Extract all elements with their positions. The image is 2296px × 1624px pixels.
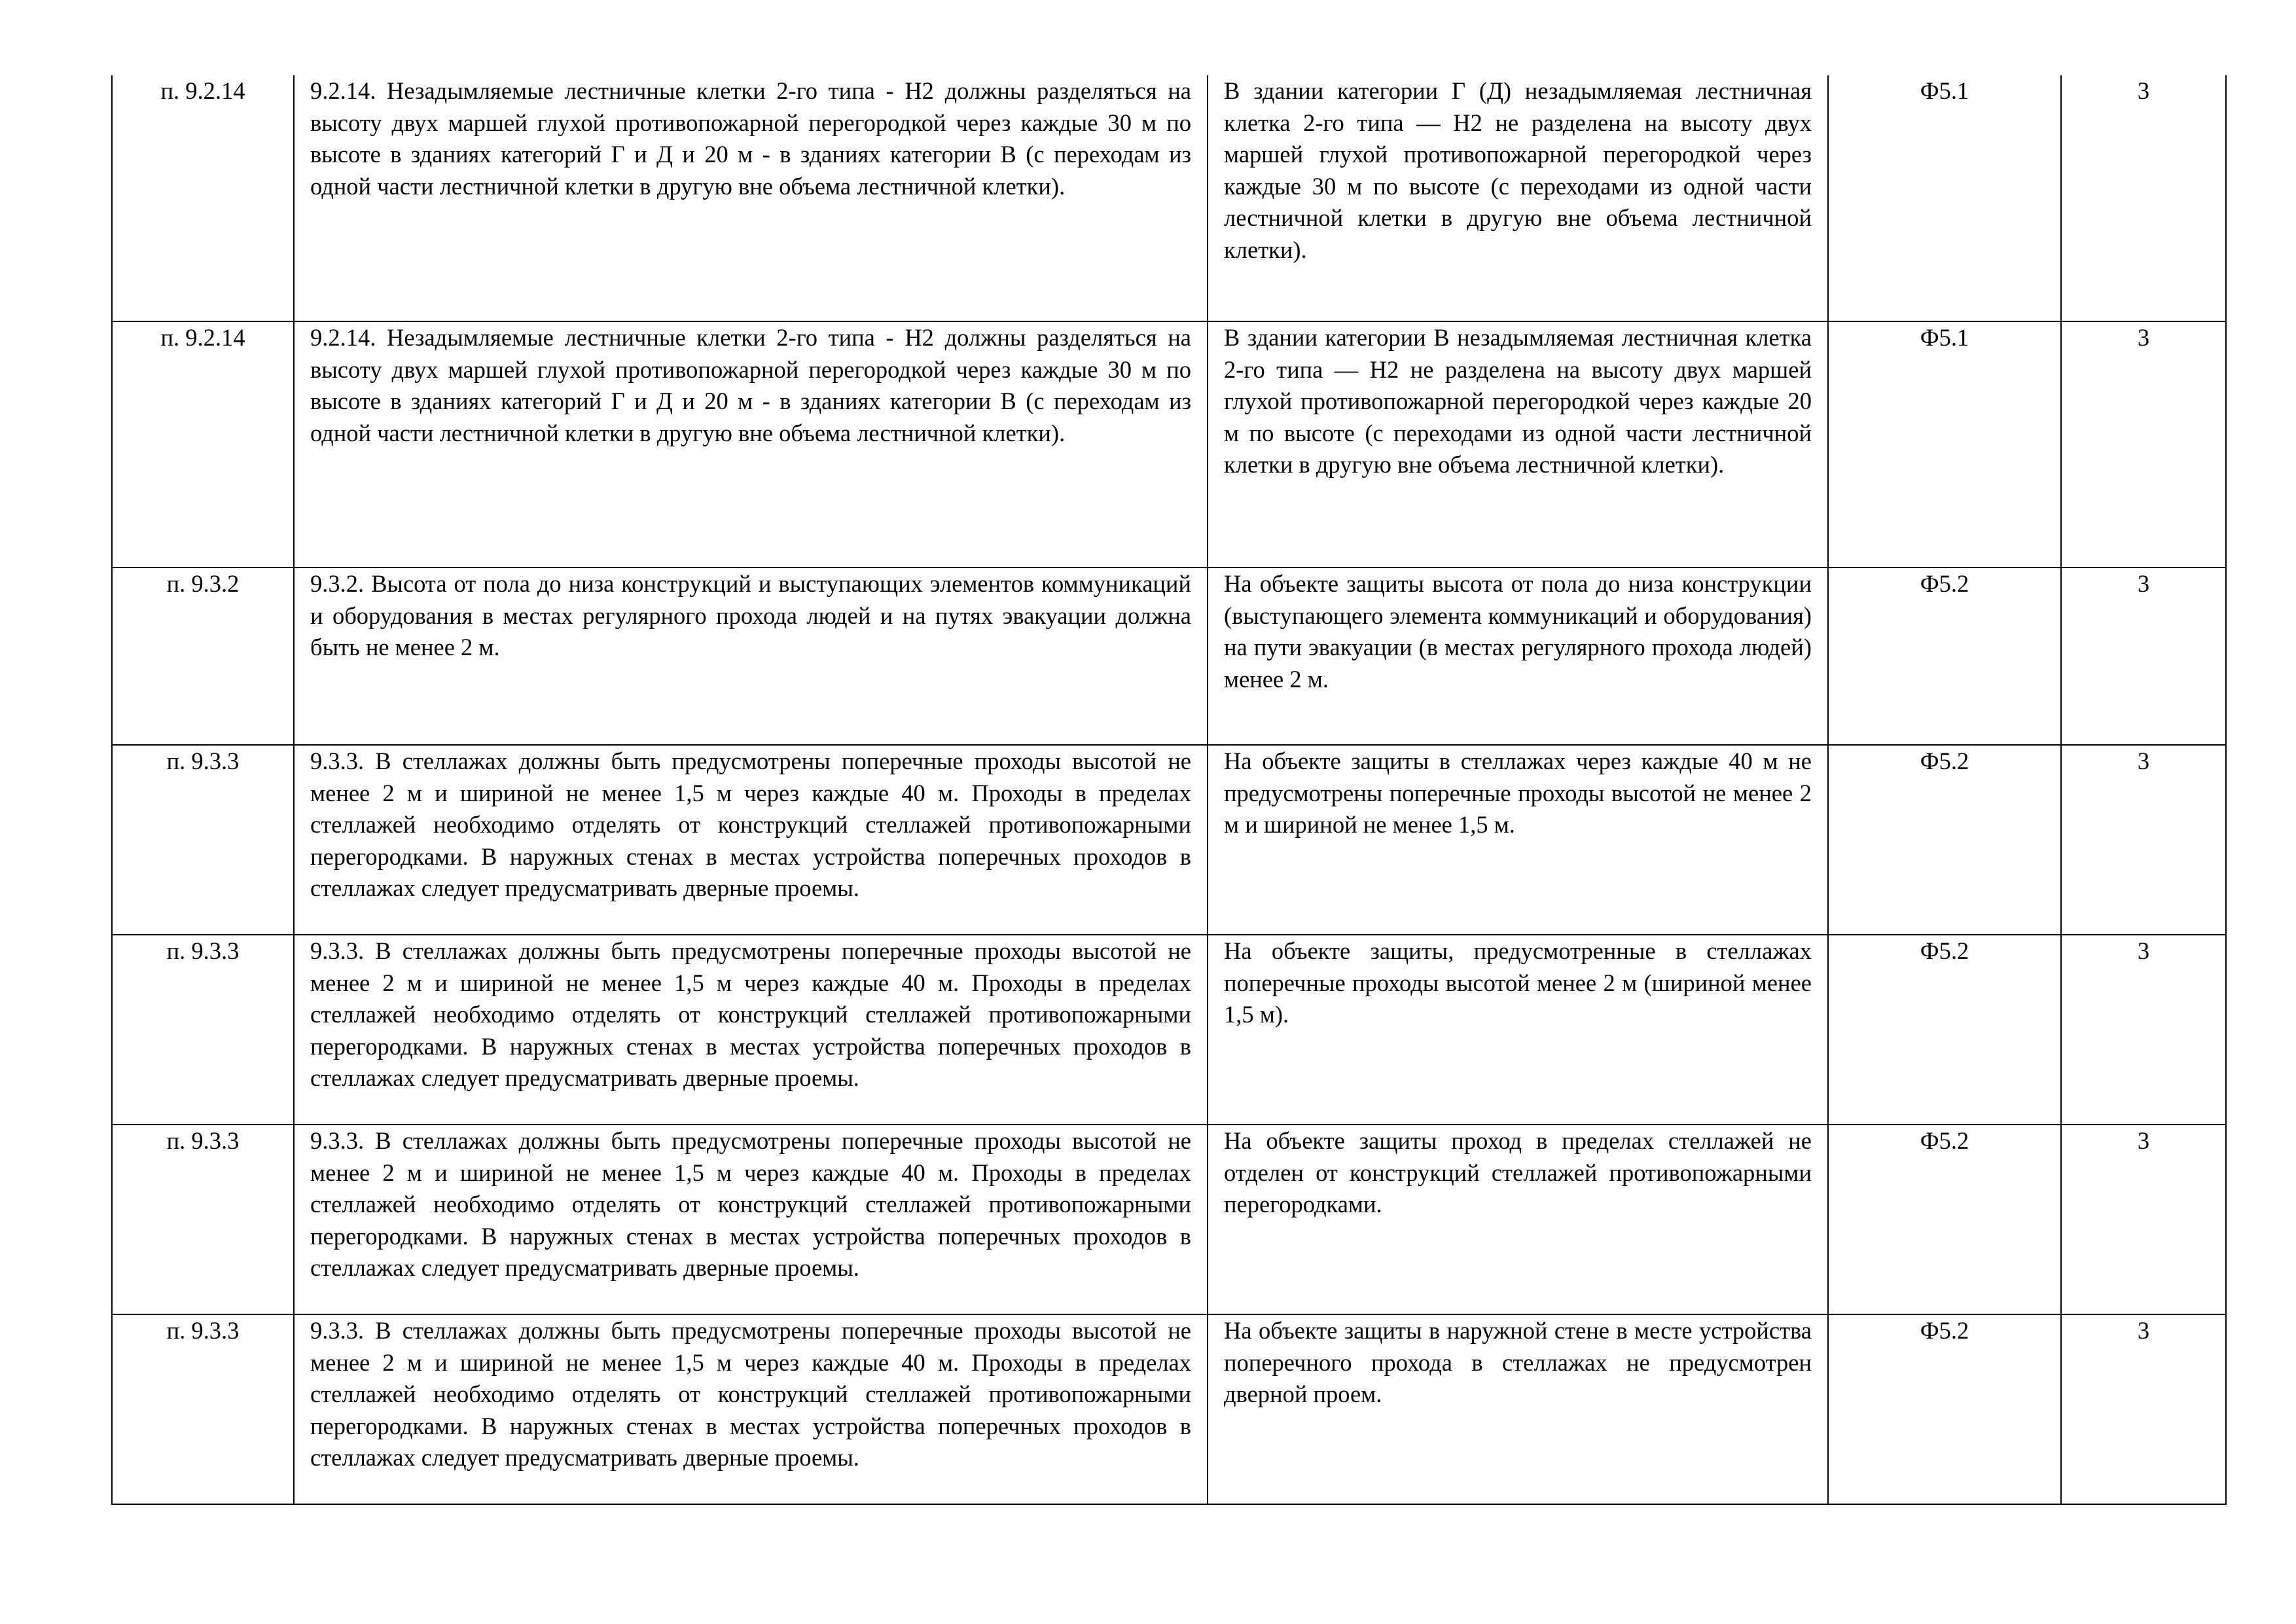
number-cell	[2061, 568, 2226, 745]
number-value: 3	[2137, 570, 2150, 597]
code-value: Ф5.1	[1920, 77, 1969, 104]
clause-ref-cell	[112, 1314, 294, 1504]
code-cell	[1828, 935, 2061, 1125]
code-value: Ф5.2	[1920, 748, 1969, 774]
requirements-table	[111, 75, 2227, 1505]
requirement-cell	[294, 935, 1208, 1125]
number-cell	[2061, 1314, 2226, 1504]
code-value: Ф5.2	[1920, 1127, 1969, 1154]
requirement-text: 9.2.14. Незадымляемые лестничные клетки 2-го типа - Н2 должны разделяться на высоту двух маршей глухой противопожарной перегородкой через каждые 30 м по высоте в зданиях категорий Г и Д и 20 м - в зданиях категории В (с переходам из одной части лестничной клетки в другую вне объема лестничной клетки).	[310, 324, 1191, 446]
violation-cell	[1208, 568, 1828, 745]
clause-ref-cell	[112, 75, 294, 321]
number-value: 3	[2137, 748, 2150, 774]
code-value: Ф5.1	[1920, 324, 1969, 351]
table-row	[112, 1314, 2226, 1504]
violation-cell	[1208, 935, 1828, 1125]
requirement-text: 9.3.3. В стеллажах должны быть предусмотрены поперечные проходы высотой не менее 2 м и шириной не менее 1,5 м через каждые 40 м. Проходы в пределах стеллажей необходимо отделять от конструкций стеллажей противопожарными перегородками. В наружных стенах в местах устройства поперечных проходов в стеллажах следует предусматривать дверные проемы.	[310, 1127, 1191, 1281]
violation-cell	[1208, 75, 1828, 321]
clause-ref: п. 9.3.2	[166, 570, 240, 597]
requirement-text: 9.3.3. В стеллажах должны быть предусмотрены поперечные проходы высотой не менее 2 м и шириной не менее 1,5 м через каждые 40 м. Проходы в пределах стеллажей необходимо отделять от конструкций стеллажей противопожарными перегородками. В наружных стенах в местах устройства поперечных проходов в стеллажах следует предусматривать дверные проемы.	[310, 748, 1191, 901]
requirement-cell	[294, 1125, 1208, 1314]
number-value: 3	[2137, 77, 2150, 104]
violation-text: На объекте защиты, предусмотренные в стеллажах поперечные проходы высотой менее 2 м (шириной менее 1,5 м).	[1224, 937, 1812, 1028]
clause-ref: п. 9.2.14	[160, 77, 245, 104]
number-cell	[2061, 935, 2226, 1125]
violation-text: В здании категории Г (Д) незадымляемая лестничная клетка 2-го типа — Н2 не разделена на высоту двух маршей глухой противопожарной перегородкой через каждые 30 м по высоте (с переходами из одной части лестничной клетки в другую вне объема лестничной клетки).	[1224, 77, 1812, 263]
code-cell	[1828, 745, 2061, 935]
violation-cell	[1208, 321, 1828, 568]
code-cell	[1828, 1125, 2061, 1314]
requirement-cell	[294, 75, 1208, 321]
clause-ref-cell	[112, 568, 294, 745]
violation-text: На объекте защиты проход в пределах стеллажей не отделен от конструкций стеллажей противопожарными перегородками.	[1224, 1127, 1812, 1218]
requirement-cell	[294, 745, 1208, 935]
clause-ref: п. 9.3.3	[166, 1317, 240, 1344]
requirement-cell	[294, 1314, 1208, 1504]
violation-text: На объекте защиты высота от пола до низа конструкции (выступающего элемента коммуникаций и оборудования) на пути эвакуации (в местах регулярного прохода людей) менее 2 м.	[1224, 570, 1812, 693]
clause-ref: п. 9.2.14	[160, 324, 245, 351]
violation-text: В здании категории В незадымляемая лестничная клетка 2-го типа — Н2 не разделена на высоту двух маршей глухой противопожарной перегородкой через каждые 20 м по высоте (с переходами из одной части лестничной клетки в другую вне объема лестничной клетки).	[1224, 324, 1812, 478]
code-cell	[1828, 1314, 2061, 1504]
number-value: 3	[2137, 324, 2150, 351]
clause-ref: п. 9.3.3	[166, 1127, 240, 1154]
code-value: Ф5.2	[1920, 937, 1969, 964]
violation-cell	[1208, 1125, 1828, 1314]
number-cell	[2061, 75, 2226, 321]
code-cell	[1828, 321, 2061, 568]
number-cell	[2061, 1125, 2226, 1314]
requirement-text: 9.3.2. Высота от пола до низа конструкций и выступающих элементов коммуникаций и оборудования в местах регулярного прохода людей и на путях эвакуации должна быть не менее 2 м.	[310, 570, 1191, 660]
code-value: Ф5.2	[1920, 570, 1969, 597]
table-row	[112, 75, 2226, 321]
requirement-text: 9.3.3. В стеллажах должны быть предусмотрены поперечные проходы высотой не менее 2 м и шириной не менее 1,5 м через каждые 40 м. Проходы в пределах стеллажей необходимо отделять от конструкций стеллажей противопожарными перегородками. В наружных стенах в местах устройства поперечных проходов в стеллажах следует предусматривать дверные проемы.	[310, 1317, 1191, 1471]
code-cell	[1828, 568, 2061, 745]
table-row	[112, 935, 2226, 1125]
clause-ref: п. 9.3.3	[166, 748, 240, 774]
requirement-text: 9.3.3. В стеллажах должны быть предусмотрены поперечные проходы высотой не менее 2 м и шириной не менее 1,5 м через каждые 40 м. Проходы в пределах стеллажей необходимо отделять от конструкций стеллажей противопожарными перегородками. В наружных стенах в местах устройства поперечных проходов в стеллажах следует предусматривать дверные проемы.	[310, 937, 1191, 1091]
table-row	[112, 321, 2226, 568]
table-row	[112, 745, 2226, 935]
number-value: 3	[2137, 937, 2150, 964]
number-value: 3	[2137, 1317, 2150, 1344]
violation-cell	[1208, 745, 1828, 935]
table-row	[112, 568, 2226, 745]
number-value: 3	[2137, 1127, 2150, 1154]
table-row	[112, 1125, 2226, 1314]
requirement-cell	[294, 568, 1208, 745]
code-cell	[1828, 75, 2061, 321]
clause-ref-cell	[112, 1125, 294, 1314]
violation-text: На объекте защиты в наружной стене в месте устройства поперечного прохода в стеллажах не предусмотрен дверной проем.	[1224, 1317, 1812, 1407]
violation-cell	[1208, 1314, 1828, 1504]
requirement-cell	[294, 321, 1208, 568]
clause-ref: п. 9.3.3	[166, 937, 240, 964]
code-value: Ф5.2	[1920, 1317, 1969, 1344]
number-cell	[2061, 745, 2226, 935]
clause-ref-cell	[112, 745, 294, 935]
requirement-text: 9.2.14. Незадымляемые лестничные клетки 2-го типа - Н2 должны разделяться на высоту двух маршей глухой противопожарной перегородкой через каждые 30 м по высоте в зданиях категорий Г и Д и 20 м - в зданиях категории В (с переходам из одной части лестничной клетки в другую вне объема лестничной клетки).	[310, 77, 1191, 200]
clause-ref-cell	[112, 321, 294, 568]
violation-text: На объекте защиты в стеллажах через каждые 40 м не предусмотрены поперечные проходы высотой не менее 2 м и шириной не менее 1,5 м.	[1224, 748, 1812, 838]
clause-ref-cell	[112, 935, 294, 1125]
number-cell	[2061, 321, 2226, 568]
